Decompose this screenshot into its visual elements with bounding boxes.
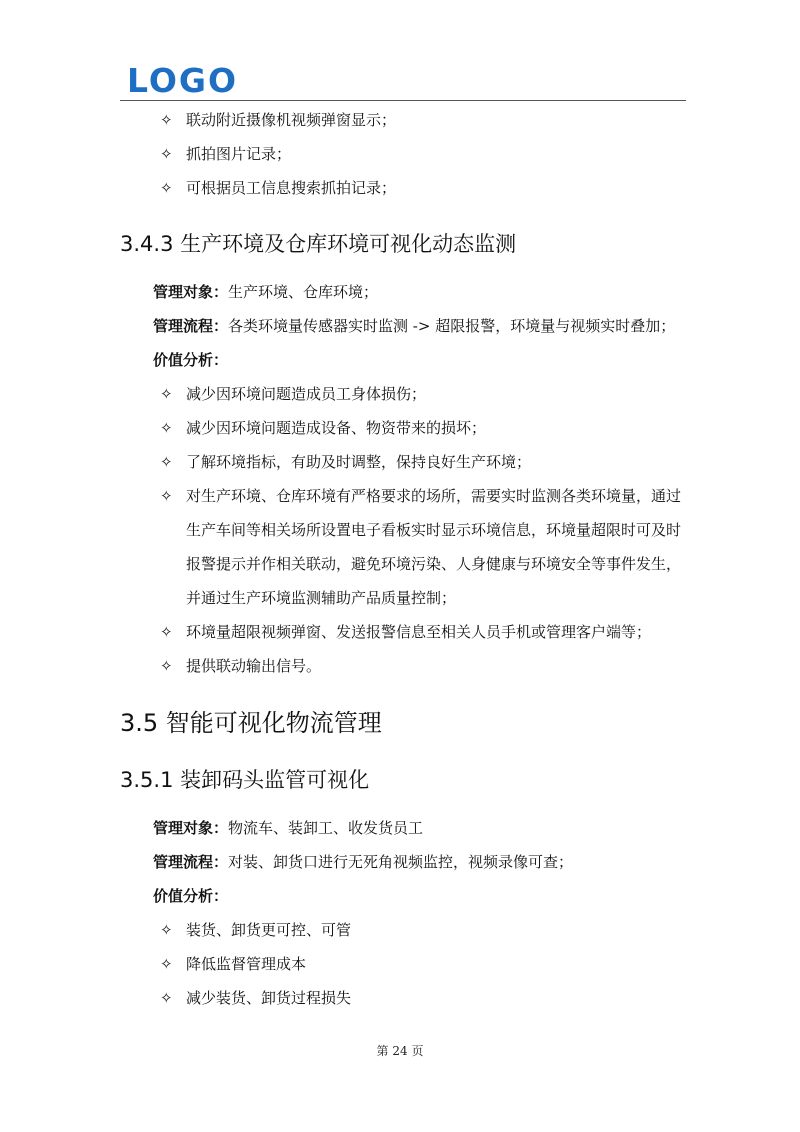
diamond-bullet-icon: ✧ <box>160 487 173 505</box>
list-item: ✧ 减少因环境问题造成设备、物资带来的损坏； <box>120 411 686 445</box>
list-item: ✧ 提供联动输出信号。 <box>120 649 686 683</box>
intro-bullet-list <box>120 103 686 205</box>
section-heading-3-4-3: 3.4.3 生产环境及仓库环境可视化动态监测 <box>120 232 517 256</box>
company-logo: LOGO <box>127 61 239 100</box>
header-divider <box>120 100 686 101</box>
value-bullet-list <box>120 377 686 683</box>
diamond-bullet-icon: ✧ <box>160 921 173 939</box>
management-object: 管理对象：生产环境、仓库环境； <box>153 283 379 301</box>
list-item: ✧ 减少因环境问题造成员工身体损伤； <box>120 377 686 411</box>
list-item: ✧ 对生产环境、仓库环境有严格要求的场所，需要实时监测各类环境量，通过生产车间等相关场所设置电子看板实时显示环境信息，环境量超限时可及时报警提示并作相关联动，避免环境污染、人身健康与环境安全等事件发生，并通过生产环境监测辅助产品质量控制； <box>120 479 686 615</box>
diamond-bullet-icon: ✧ <box>160 657 173 675</box>
page-number: 第 24 页 <box>376 1044 424 1058</box>
list-item: ✧ 了解环境指标，有助及时调整，保持良好生产环境； <box>120 445 686 479</box>
diamond-bullet-icon: ✧ <box>160 145 173 163</box>
section-heading-3-5-1: 3.5.1 装卸码头监管可视化 <box>120 768 370 792</box>
list-item: ✧ 可根据员工信息搜索抓拍记录； <box>120 171 686 205</box>
section-heading-3-5: 3.5 智能可视化物流管理 <box>120 709 382 737</box>
diamond-bullet-icon: ✧ <box>160 419 173 437</box>
management-flow: 管理流程：各类环境量传感器实时监测 -> 超限报警，环境量与视频实时叠加； <box>153 317 676 335</box>
value-bullet-list <box>120 913 686 1015</box>
value-analysis-label: 价值分析： <box>153 351 229 369</box>
list-item: ✧ 联动附近摄像机视频弹窗显示； <box>120 103 686 137</box>
diamond-bullet-icon: ✧ <box>160 453 173 471</box>
list-item: ✧ 减少装货、卸货过程损失 <box>120 981 686 1015</box>
list-item: ✧ 装货、卸货更可控、可管 <box>120 913 686 947</box>
list-item: ✧ 环境量超限视频弹窗、发送报警信息至相关人员手机或管理客户端等； <box>120 615 686 649</box>
diamond-bullet-icon: ✧ <box>160 385 173 403</box>
management-flow: 管理流程：对装、卸货口进行无死角视频监控，视频录像可查； <box>153 853 574 871</box>
diamond-bullet-icon: ✧ <box>160 955 173 973</box>
list-item: ✧ 抓拍图片记录； <box>120 137 686 171</box>
management-object: 管理对象：物流车、装卸工、收发货员工 <box>153 819 424 837</box>
diamond-bullet-icon: ✧ <box>160 989 173 1007</box>
diamond-bullet-icon: ✧ <box>160 111 173 129</box>
list-item: ✧ 降低监督管理成本 <box>120 947 686 981</box>
document-body <box>120 103 686 1015</box>
diamond-bullet-icon: ✧ <box>160 623 173 641</box>
diamond-bullet-icon: ✧ <box>160 179 173 197</box>
value-analysis-label: 价值分析： <box>153 887 229 905</box>
